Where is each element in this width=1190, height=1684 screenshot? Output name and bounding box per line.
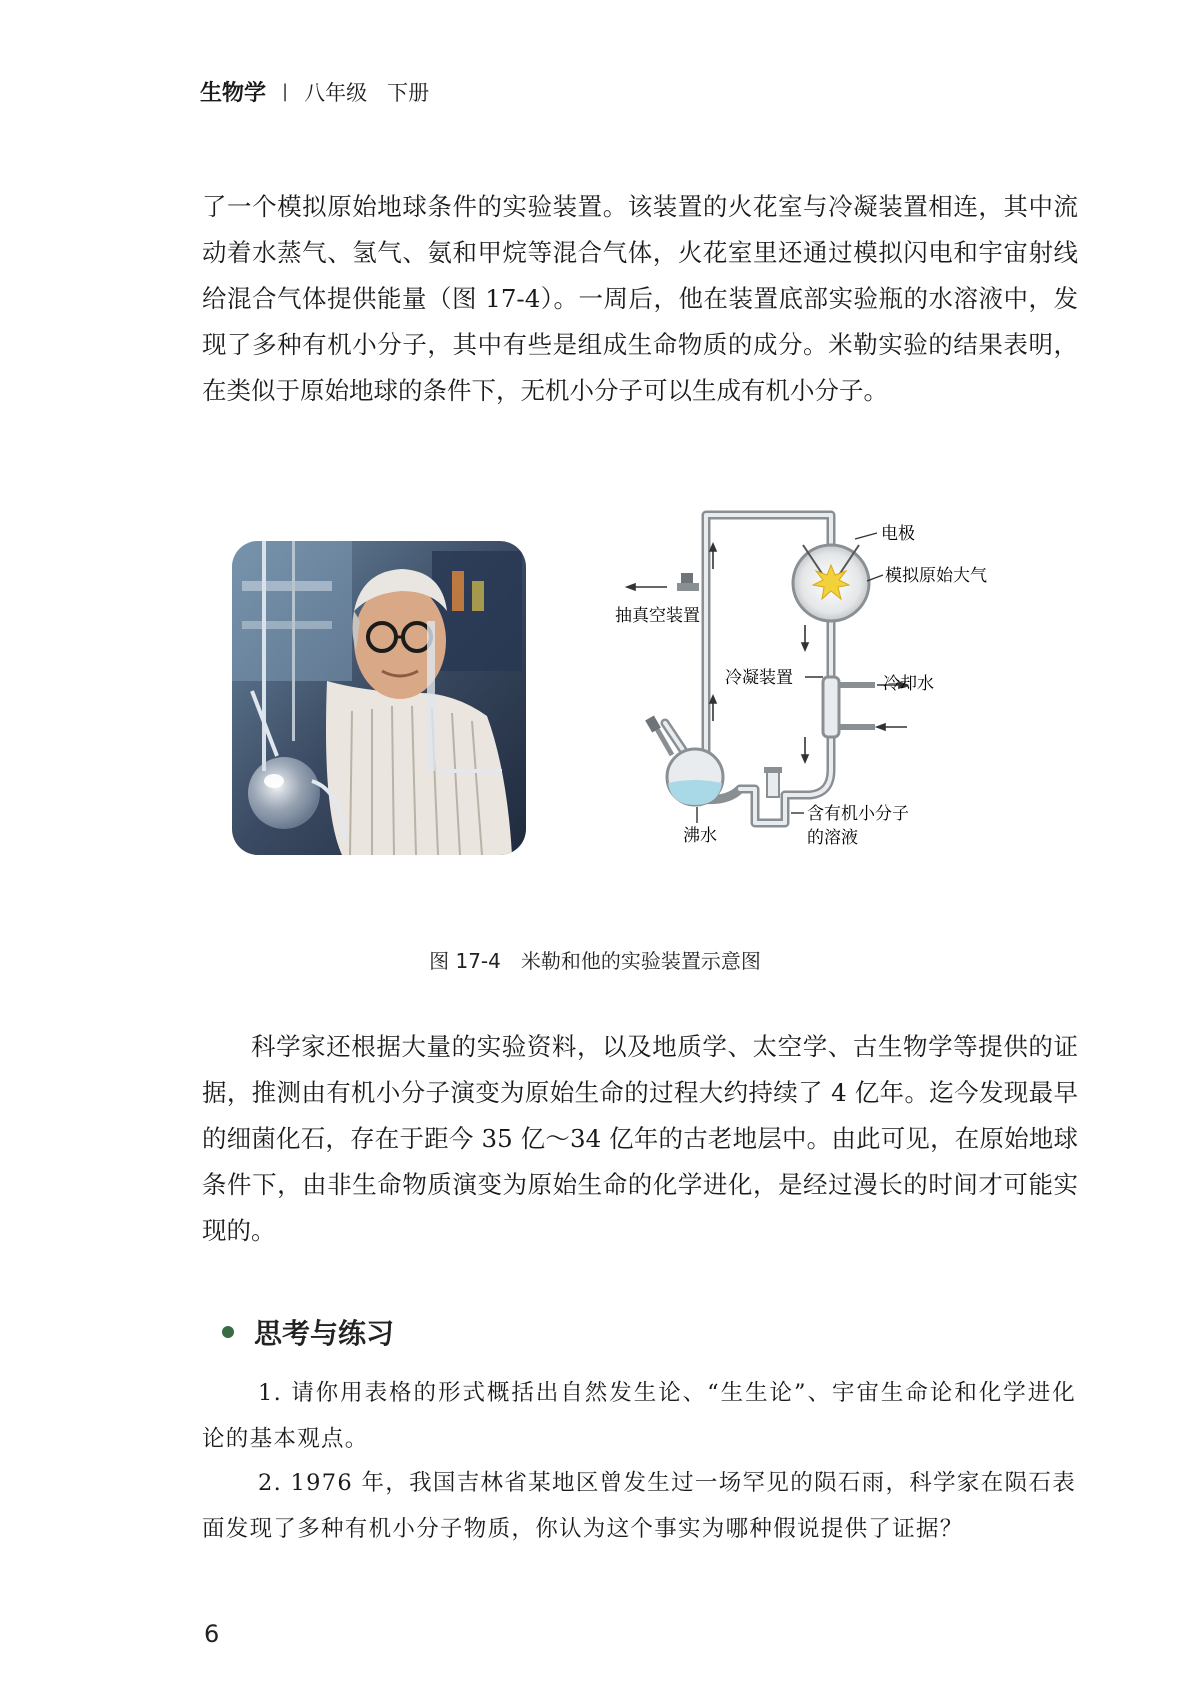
figure-number: 图 17-4 bbox=[429, 949, 501, 973]
volume-label: 下册 bbox=[387, 80, 430, 105]
exercises-title: 思考与练习 bbox=[254, 1317, 395, 1350]
figure-caption-text: 米勒和他的实验装置示意图 bbox=[520, 949, 761, 973]
label-vacuum: 抽真空装置 bbox=[615, 606, 700, 626]
label-electrode: 电极 bbox=[881, 524, 915, 544]
bullet-dot-icon bbox=[222, 1326, 234, 1338]
body-paragraph-1: 了一个模拟原始地球条件的实验装置。该装置的火花室与冷凝装置相连，其中流动着水蒸气、氢气、氨和甲烷等混合气体，火花室里还通过模拟闪电和宇宙射线给混合气体提供能量（图 17-4）。一周后，他在装置底部实验瓶的水溶液中，发现了多种有机小分子，其中有些是组成生命物质的成分。米勒实验的结果表明，在类似于原始地球的条件下，无机小分子可以生成有机小分子。 bbox=[202, 192, 1078, 405]
miller-photo bbox=[232, 541, 526, 855]
label-condenser: 冷凝装置 bbox=[725, 668, 793, 688]
condenser bbox=[823, 677, 875, 737]
boiling-flask bbox=[645, 715, 723, 805]
trap-tube bbox=[764, 767, 782, 797]
label-atmosphere: 模拟原始大气 bbox=[885, 566, 987, 586]
miller-photo-illustration bbox=[232, 541, 526, 855]
label-solution-2: 的溶液 bbox=[807, 828, 858, 848]
label-solution-1: 含有机小分子 bbox=[807, 804, 909, 824]
exercise-question-2: 2. 1976 年，我国吉林省某地区曾发生过一场罕见的陨石雨，科学家在陨石表面发现了多种有机小分子物质，你认为这个事实为哪种假说提供了证据？ bbox=[202, 1470, 1076, 1542]
vacuum-valve bbox=[677, 573, 699, 591]
miller-apparatus-diagram bbox=[615, 505, 995, 925]
label-cooling-water: 冷却水 bbox=[883, 674, 934, 694]
header-separator: | bbox=[282, 81, 289, 102]
exercise-question-1: 1. 请你用表格的形式概括出自然发生论、“生生论”、宇宙生命论和化学进化论的基本观点。 bbox=[202, 1380, 1076, 1452]
figure-caption bbox=[0, 945, 1190, 974]
grade-label: 八年级 bbox=[304, 80, 368, 105]
subject-title: 生物学 bbox=[200, 81, 267, 106]
exercises-heading bbox=[222, 1312, 394, 1352]
running-header bbox=[200, 76, 429, 107]
label-boiling-water: 沸水 bbox=[683, 826, 717, 846]
body-paragraph-2: 科学家还根据大量的实验资料，以及地质学、太空学、古生物学等提供的证据，推测由有机小分子演变为原始生命的过程大约持续了 4 亿年。迄今发现最早的细菌化石，存在于距今 35 亿～34 亿年的古老地层中。由此可见，在原始地球条件下，由非生命物质演变为原始生命的化学进化，是经过漫长的时间才可能实现的。 bbox=[202, 1032, 1078, 1245]
page-number: 6 bbox=[204, 1620, 220, 1648]
